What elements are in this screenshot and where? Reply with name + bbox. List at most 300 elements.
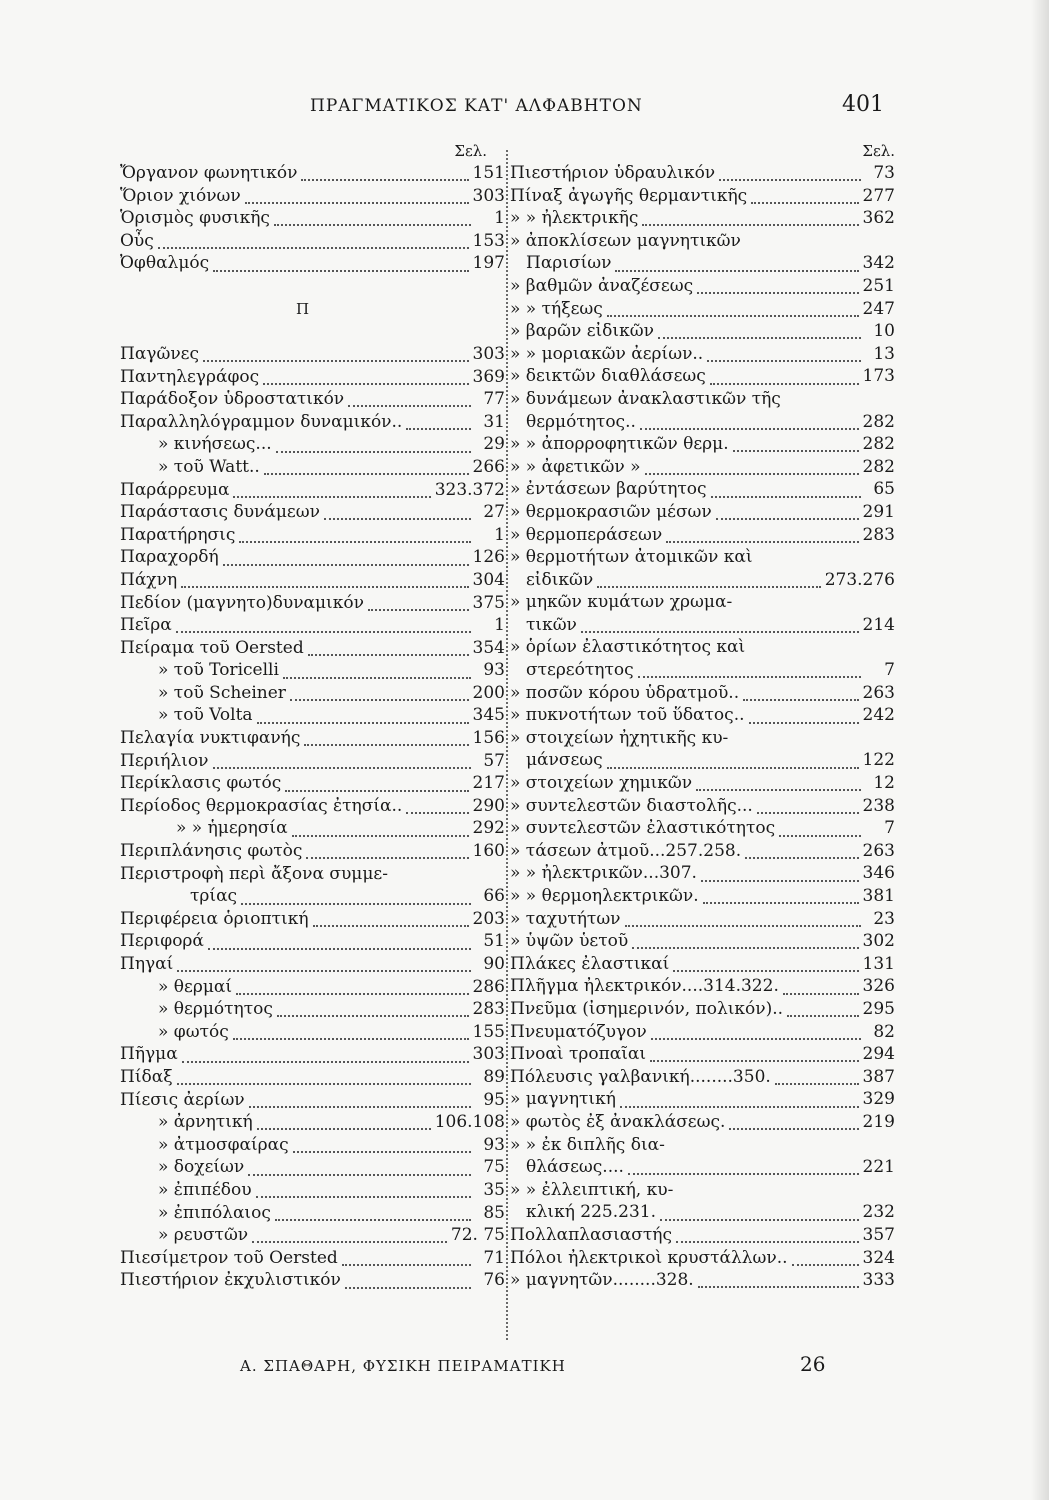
index-term: » ἀτμοσφαίρας: [158, 1134, 289, 1155]
index-page-ref: 93: [483, 1134, 505, 1155]
index-term: » ταχυτήτων: [510, 908, 621, 929]
dot-leader: [698, 1280, 859, 1288]
dot-leader: [658, 331, 861, 339]
dot-leader: [729, 1122, 858, 1130]
index-term: τρίας: [190, 886, 238, 907]
index-term: » ὁρίων ἐλαστικότητος καὶ: [510, 637, 746, 658]
index-page-ref: 242: [862, 705, 895, 726]
dot-leader: [213, 761, 472, 769]
index-page-ref: 82: [873, 1021, 895, 1042]
index-entry: [120, 1134, 505, 1157]
dot-leader: [628, 1167, 859, 1175]
dot-leader: [660, 1213, 859, 1221]
index-entry: [120, 614, 505, 637]
index-term: Πελαγία νυκτιφανής: [120, 728, 301, 749]
index-page-ref: 155: [472, 1021, 505, 1042]
index-term: τικῶν: [526, 614, 577, 635]
dot-leader: [676, 1235, 859, 1243]
index-entry: [120, 704, 505, 727]
index-term: Περιπλάνησις φωτὸς: [120, 841, 303, 862]
index-term: θλάσεως....: [526, 1157, 624, 1178]
index-page-ref: 238: [862, 795, 895, 816]
index-entry: [120, 185, 505, 208]
index-term: » ποσῶν κόρου ὑδρατμοῦ..: [510, 682, 740, 703]
index-page-ref: 263: [862, 840, 895, 861]
index-page-ref: 75: [483, 1157, 505, 1178]
index-page-ref: 357: [862, 1224, 895, 1245]
dot-leader: [239, 535, 471, 543]
index-page-ref: 217: [472, 773, 505, 794]
index-page-ref: 173: [862, 366, 895, 387]
index-entry: [510, 659, 895, 682]
dot-leader: [277, 1009, 469, 1017]
dot-leader: [625, 919, 861, 927]
dot-leader: [716, 512, 859, 520]
dot-leader: [719, 173, 861, 181]
dot-leader: [368, 603, 469, 611]
index-term: » θερμοπεράσεων: [510, 524, 663, 545]
index-page-ref: 73: [873, 163, 895, 183]
dot-leader: [290, 693, 469, 701]
dot-leader: [751, 196, 858, 204]
index-page-ref: 57: [483, 750, 505, 771]
index-term: » θερμαί: [158, 976, 233, 997]
index-term: θερμότητος..: [526, 411, 636, 432]
dot-leader: [651, 1032, 861, 1040]
dot-leader: [158, 241, 469, 249]
dot-leader: [745, 851, 858, 859]
index-page-ref: 95: [483, 1089, 505, 1110]
dot-leader: [276, 445, 471, 453]
index-term: Περίκλασις φωτός: [120, 773, 282, 794]
dot-leader: [233, 1032, 469, 1040]
index-page-ref: 71: [483, 1247, 505, 1268]
dot-leader: [345, 1281, 471, 1289]
index-term: Ὄργανον φωνητικόν: [120, 163, 298, 183]
dot-leader: [264, 467, 469, 475]
index-page-ref: 1: [494, 524, 505, 545]
dot-leader: [701, 874, 859, 882]
index-entry: [120, 772, 505, 795]
index-page-ref: 286: [472, 976, 505, 997]
dot-leader: [581, 625, 859, 633]
dot-leader: [642, 218, 858, 226]
index-entry: [120, 569, 505, 592]
index-page-ref: 294: [862, 1044, 895, 1065]
index-page-ref: 106.108: [434, 1112, 505, 1133]
index-page-ref: 72. 75: [450, 1225, 505, 1246]
index-entry: [120, 727, 505, 750]
index-term: Πνοαὶ τροπαῖαι: [510, 1044, 647, 1065]
index-term: Πεῖρα: [120, 615, 172, 636]
dot-leader: [274, 218, 471, 226]
dot-leader: [348, 399, 471, 407]
index-page-ref: 12: [873, 773, 895, 794]
index-entry: [510, 1111, 895, 1134]
dot-leader: [182, 1055, 469, 1063]
index-term: Ὁρισμὸς φυσικῆς: [120, 208, 270, 229]
index-entry: [120, 1269, 505, 1292]
dot-leader: [223, 558, 469, 566]
index-page-ref: 153: [472, 230, 505, 251]
index-page-ref: 295: [862, 998, 895, 1019]
index-entry: [510, 1224, 895, 1247]
dot-leader: [208, 942, 471, 950]
dot-leader: [252, 1235, 447, 1243]
index-entry: [510, 1247, 895, 1270]
index-page-ref: 131: [862, 953, 895, 974]
index-page-ref: 160: [472, 841, 505, 862]
index-term: » ἐπιπόλαιος: [158, 1202, 271, 1223]
index-term: Πίεσις ἀερίων: [120, 1089, 245, 1110]
index-term: » μαγνητῶν........328.: [510, 1270, 694, 1291]
index-entry: [120, 795, 505, 818]
index-page-ref: 387: [862, 1066, 895, 1087]
index-entry: [510, 343, 895, 366]
index-entry: [510, 524, 895, 547]
index-entry: [120, 930, 505, 953]
index-entry: [510, 162, 895, 185]
index-term: κλική 225.231.: [526, 1202, 656, 1223]
index-page-ref: 282: [862, 411, 895, 432]
dot-leader: [597, 580, 820, 588]
index-entry: [510, 998, 895, 1021]
index-page-ref: 10: [873, 321, 895, 342]
dot-leader: [203, 354, 469, 362]
index-term: » στοιχείων χημικῶν: [510, 773, 693, 794]
index-entry: [510, 795, 895, 818]
index-term: » μαγνητική: [510, 1089, 616, 1110]
index-entry: [510, 456, 895, 479]
index-entry: [120, 1021, 505, 1044]
dot-leader: [248, 1168, 471, 1176]
dot-leader: [673, 964, 858, 972]
index-page-ref: 122: [862, 750, 895, 771]
index-entry: [510, 478, 895, 501]
index-term: » τοῦ Toricelli: [158, 660, 279, 681]
dot-leader: [757, 558, 861, 564]
index-entry: [510, 930, 895, 953]
index-page-ref: 375: [472, 592, 505, 613]
index-term: στερεότητος: [526, 660, 634, 681]
index-entry: [510, 546, 895, 569]
dot-leader: [233, 490, 430, 498]
index-term: Πλῆγμα ἠλεκτρικόν....314.322.: [510, 976, 779, 997]
index-entry: [510, 1088, 895, 1111]
index-group-pi: [120, 343, 505, 1292]
index-term: » θερμότητος: [158, 999, 273, 1020]
signature-number: 26: [800, 1352, 826, 1376]
index-page-ref: 303: [472, 1044, 505, 1065]
index-entry: [120, 366, 505, 389]
index-term: » κινήσεως...: [158, 434, 272, 455]
index-page-ref: 329: [862, 1089, 895, 1110]
index-page-ref: 29: [483, 434, 505, 455]
index-page-ref: 76: [483, 1270, 505, 1291]
index-entry: [120, 840, 505, 863]
index-term: Περιφέρεια ὁριοπτική: [120, 908, 309, 929]
index-page-ref: 369: [472, 366, 505, 387]
index-term: » » ἠλεκτρικῆς: [510, 208, 639, 229]
index-entry: [120, 817, 505, 840]
index-entry: [510, 388, 895, 411]
index-term: Ὀφθαλμός: [120, 253, 210, 274]
index-page-ref: 221: [862, 1157, 895, 1178]
dot-leader: [743, 693, 858, 701]
index-term: Πλάκες ἐλαστικαί: [510, 953, 670, 974]
index-page-ref: 292: [472, 818, 505, 839]
index-term: » δυνάμεων ἀνακλαστικῶν τῆς: [510, 388, 781, 409]
index-entry: [120, 411, 505, 434]
dot-leader: [292, 829, 469, 837]
index-page-ref: 65: [873, 479, 895, 500]
dot-leader: [176, 625, 471, 633]
index-term: Πιεστήριον ἐκχυλιστικόν: [120, 1270, 341, 1291]
index-page-ref: 326: [862, 976, 895, 997]
index-page-ref: 381: [862, 886, 895, 906]
dot-leader: [293, 1145, 471, 1153]
index-page-ref: 232: [862, 1202, 895, 1223]
index-entry: [120, 637, 505, 660]
index-entry: [120, 1111, 505, 1134]
index-term: Πολλαπλασιαστής: [510, 1224, 672, 1245]
dot-leader: [783, 987, 859, 995]
index-entry: [510, 230, 895, 253]
dot-leader: [697, 286, 858, 294]
index-entry: [120, 885, 505, 908]
index-entry: [510, 840, 895, 863]
dot-leader: [241, 897, 471, 905]
index-page-ref: 251: [862, 275, 895, 296]
index-term: Πνεῦμα (ἰσημερινόν, πολικόν)..: [510, 998, 784, 1019]
dot-leader: [245, 196, 469, 204]
dot-leader: [285, 784, 468, 792]
footer-author-title: Α. ΣΠΑΘΑΡΗ, ΦΥΣΙΚΗ ΠΕΙΡΑΜΑΤΙΚΗ: [240, 1357, 566, 1375]
index-term: Πόλοι ἠλεκτρικοὶ κρυστάλλων..: [510, 1247, 788, 1268]
index-page-ref: 291: [862, 501, 895, 522]
dot-leader: [792, 1258, 859, 1266]
index-entry: [120, 479, 505, 502]
index-page-ref: 362: [862, 208, 895, 229]
index-entry: [510, 501, 895, 524]
index-term: » ρευστῶν: [158, 1225, 249, 1246]
index-entry: [510, 411, 895, 434]
index-page-ref: 1: [494, 615, 505, 636]
index-page-ref: 283: [472, 999, 505, 1020]
index-term: Περιφορά: [120, 931, 204, 952]
index-entry: [510, 727, 895, 750]
index-page-ref: 7: [884, 818, 895, 839]
index-entry: [120, 1156, 505, 1179]
index-term: » δοχείων: [158, 1157, 245, 1178]
index-term: Παραλληλόγραμμον δυναμικόν..: [120, 411, 403, 432]
index-term: » φωτὸς ἐξ ἀνακλάσεως.: [510, 1111, 726, 1132]
index-page-ref: 282: [862, 434, 895, 455]
dot-leader: [283, 671, 471, 679]
index-term: » » θερμοηλεκτρικῶν.: [510, 886, 699, 906]
index-term: » ὑψῶν ὑετοῦ: [510, 931, 629, 952]
index-page-ref: 333: [862, 1270, 895, 1291]
index-term: » τοῦ Watt..: [158, 456, 260, 477]
dot-leader: [620, 1100, 859, 1108]
dot-leader: [775, 1077, 859, 1085]
index-page-ref: 77: [483, 389, 505, 410]
index-entry: [120, 908, 505, 931]
index-page-ref: 93: [483, 660, 505, 681]
dot-leader: [236, 987, 469, 995]
index-term: Περιστροφὴ περὶ ἄξονα συμμε-: [120, 863, 388, 884]
page-column-label: Σελ.: [862, 142, 895, 160]
index-page-ref: 303: [472, 185, 505, 206]
index-term: » » ἀπορροφητικῶν θερμ.: [510, 434, 729, 455]
index-entry: [120, 998, 505, 1021]
dot-leader: [607, 761, 859, 769]
index-entry: [510, 1066, 895, 1089]
index-entry: [120, 1066, 505, 1089]
dot-leader: [177, 1077, 471, 1085]
index-page-ref: 282: [862, 456, 895, 477]
dot-leader: [696, 783, 861, 791]
index-entry: [120, 1202, 505, 1225]
index-page-ref: 303: [472, 343, 505, 364]
dot-leader: [732, 739, 861, 745]
index-entry: [120, 953, 505, 976]
page-edge-shadow: [1031, 0, 1049, 1500]
dot-leader: [640, 422, 859, 430]
dot-leader: [710, 377, 859, 385]
index-entry: [510, 1156, 895, 1179]
index-page-ref: 156: [472, 728, 505, 749]
index-term: » βαθμῶν ἀναζέσεως: [510, 275, 694, 296]
index-entry: [510, 365, 895, 388]
dot-leader: [607, 309, 859, 317]
index-entry: [120, 456, 505, 479]
index-term: Περιήλιον: [120, 750, 209, 771]
index-term: » τάσεων ἀτμοῦ...257.258.: [510, 840, 742, 861]
dot-leader: [666, 535, 858, 543]
index-entry: [510, 1021, 895, 1044]
dot-leader: [257, 716, 469, 724]
index-page-ref: 266: [472, 456, 505, 477]
dot-leader: [275, 1213, 471, 1221]
index-entry: [120, 976, 505, 999]
index-page-ref: 27: [483, 502, 505, 523]
index-term: μάνσεως: [526, 750, 603, 771]
index-page-ref: 90: [483, 954, 505, 974]
index-entry: [510, 185, 895, 208]
dot-leader: [257, 1122, 431, 1130]
index-term: » » μοριακῶν ἀερίων..: [510, 343, 704, 364]
index-term: Παντηλεγράφος: [120, 366, 260, 387]
index-term: » βαρῶν εἰδικῶν: [510, 321, 654, 342]
dot-leader: [615, 264, 858, 272]
index-page-ref: 323.372: [434, 479, 505, 500]
dot-leader: [308, 648, 469, 656]
index-term: Παρατήρησις: [120, 524, 236, 545]
index-term: » στοιχείων ἠχητικῆς κυ-: [510, 727, 729, 748]
index-entry: [510, 569, 895, 592]
dot-leader: [301, 173, 468, 181]
dot-leader: [406, 806, 468, 814]
index-term: Πνευματόζυγον: [510, 1021, 647, 1042]
dot-leader: [324, 512, 471, 520]
index-page-ref: 277: [862, 185, 895, 206]
index-term: » θερμοκρασιῶν μέσων: [510, 501, 712, 522]
index-entry: [510, 275, 895, 298]
index-term: » τοῦ Scheiner: [158, 682, 286, 703]
index-page-ref: 7: [884, 660, 895, 681]
index-term: Πείραμα τοῦ Oersted: [120, 637, 304, 658]
index-page-ref: 324: [862, 1247, 895, 1268]
index-entry: [510, 975, 895, 998]
index-page-ref: 354: [472, 637, 505, 658]
index-entry: [510, 207, 895, 230]
index-term: Πάχνη: [120, 569, 178, 590]
dot-leader: [645, 467, 859, 475]
index-entry: [510, 1269, 895, 1292]
index-term: » τοῦ Volta: [158, 705, 253, 726]
running-head: ΠΡΑΓΜΑΤΙΚΟΣ ΚΑΤ' ΑΛΦΑΒΗΤΟΝ: [310, 96, 643, 116]
index-entry: [120, 546, 505, 569]
dot-leader: [313, 919, 469, 927]
index-term: » » ἠλεκτρικῶν...307.: [510, 863, 697, 884]
index-term: εἰδικῶν: [526, 569, 594, 590]
dot-leader: [677, 1191, 861, 1197]
index-page-ref: 126: [472, 547, 505, 568]
index-page-ref: 85: [483, 1202, 505, 1223]
dot-leader: [256, 1190, 471, 1198]
index-term: » συντελεστῶν ἐλαστικότητος: [510, 818, 776, 839]
index-term: » » ἐκ διπλῆς δια-: [510, 1134, 665, 1155]
index-term: » θερμοτήτων ἀτομικῶν καὶ: [510, 547, 753, 568]
index-term: Παγῶνες: [120, 343, 199, 364]
dot-leader: [707, 354, 861, 362]
index-page-ref: 290: [472, 795, 505, 816]
dot-leader: [779, 829, 861, 837]
dot-leader: [632, 941, 858, 949]
index-term: » συντελεστῶν διαστολῆς...: [510, 795, 753, 816]
index-entry: [120, 252, 505, 275]
index-entry: [510, 298, 895, 321]
dot-leader: [703, 896, 859, 904]
index-group-omicron: [120, 162, 505, 275]
index-entry: [510, 682, 895, 705]
dot-leader: [749, 649, 861, 655]
index-page-ref: 203: [472, 908, 505, 929]
index-entry: [510, 1201, 895, 1224]
index-entry: [510, 320, 895, 343]
dot-leader: [745, 242, 861, 248]
index-entry: [120, 524, 505, 547]
index-group-pi-continued: [510, 162, 895, 1292]
index-entry: [120, 207, 505, 230]
index-entry: [120, 433, 505, 456]
dot-leader: [213, 264, 468, 272]
letter-heading: Π: [295, 299, 310, 318]
index-page-ref: 197: [472, 253, 505, 274]
left-index-column: [120, 140, 505, 1292]
index-term: » ἐντάσεων βαρύτητος: [510, 479, 707, 500]
index-entry: [120, 501, 505, 524]
index-term: Πίδαξ: [120, 1066, 173, 1087]
dot-leader: [249, 1100, 471, 1108]
index-term: Πῆγμα: [120, 1044, 178, 1065]
dot-leader: [711, 490, 861, 498]
index-page-ref: 214: [862, 614, 895, 635]
index-page-ref: 13: [873, 343, 895, 364]
index-page-ref: 345: [472, 705, 505, 726]
index-page-ref: 283: [862, 524, 895, 545]
